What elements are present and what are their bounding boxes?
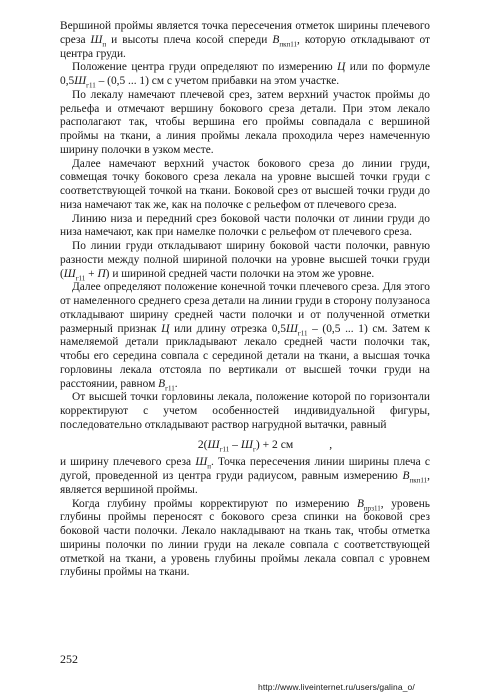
- paragraph: Вершиной проймы является точка пересечения отметок ширины плечевого среза $Ш_п$ и высоты плеча косой спереди $В_{пкп11}$, которую откладывают от центра груди.: [60, 20, 430, 60]
- paragraph: От высшей точки горловины лекала, положение которой по горизонтали корректируют с учетом особенностей индивидуальной фигуры, последовательно откладывают раствор нагрудной вытачки, равный: [60, 391, 430, 431]
- paragraph: Положение центра груди определяют по измерению Ц или по формуле $0,5Ш_{г11} - (0,5$ ... 1) см с учетом прибавки на этом участке.: [60, 61, 431, 90]
- body-text: [60, 20, 430, 580]
- paragraph: Линию низа и передний срез боковой части полочки от линии груди до низа намечают, как при намелке полочки с рельефом от плечевого среза.: [60, 212, 430, 239]
- paragraph: и ширину плечевого среза $Ш_п$. Точка пересечения линии ширины плеча с дугой, проведенной из центра груди радиусом, равным измерению $В_{пкп11}$, является вершиной проймы.: [60, 456, 430, 496]
- formula: [100, 438, 430, 452]
- paragraph: Далее определяют положение конечной точки плечевого среза. Для этого от намеленного среднего среза детали на линии груди в сторону полузаноса откладывают ширину средней части полочки и от полученной отметки размерный признак Ц или длину отрезка $0,5Ш_{г11} - (0,5$ ... 1) см. Затем к намеляемой детали прикладывают лекало средней части полочки так, чтобы его середина совпала с серединой детали на ткани, а высшая точка горловины лекала отстояла по вертикали от высшей точки груди на расстоянии, равном $В_{г11}$.: [60, 281, 431, 392]
- paragraph: Когда глубину проймы корректируют по измерению $В_{прз11}$, уровень глубины проймы переносят с бокового среза спинки на боковой срез боковой части полочки. Лекало накладывают на ткань так, чтобы отметка ширины полочки по линии груди на лекале совпала с соответствующей отметкой на ткани, а уровень глубины проймы лекала совпал с уровнем глубины проймы на ткани.: [60, 497, 430, 579]
- source-url: http://www.liveinternet.ru/users/galina_o/: [258, 682, 415, 692]
- page-number: 252: [60, 652, 78, 666]
- formula-comma: ,: [329, 437, 333, 451]
- formula-expression: $2(Ш_{г11} - Ш_г) + 2$ см: [197, 437, 294, 453]
- paragraph: Далее намечают верхний участок бокового среза до линии груди, совмещая точку бокового среза лекала на уровне высшей точки груди с соответствующей точкой на ткани. Боковой срез от высшей точки груди до низа намечают так же, как на полочке с рельефом от плечевого среза.: [60, 157, 430, 211]
- paragraph: По линии груди откладывают ширину боковой части полочки, равную разности между полной шириной полочки на уровне высшей точки груди $(Ш_{г11} + П)$ и шириной средней части полочки на этом же уровне.: [60, 240, 430, 282]
- paragraph: По лекалу намечают плечевой срез, затем верхний участок проймы до рельефа и отмечают вершину бокового среза детали. При этом лекало располагают так, чтобы вершина его проймы совпадала с вершиной проймы на ткани, а линия проймы лекала проходила через намеченную ширину полочки в узком месте.: [60, 88, 430, 156]
